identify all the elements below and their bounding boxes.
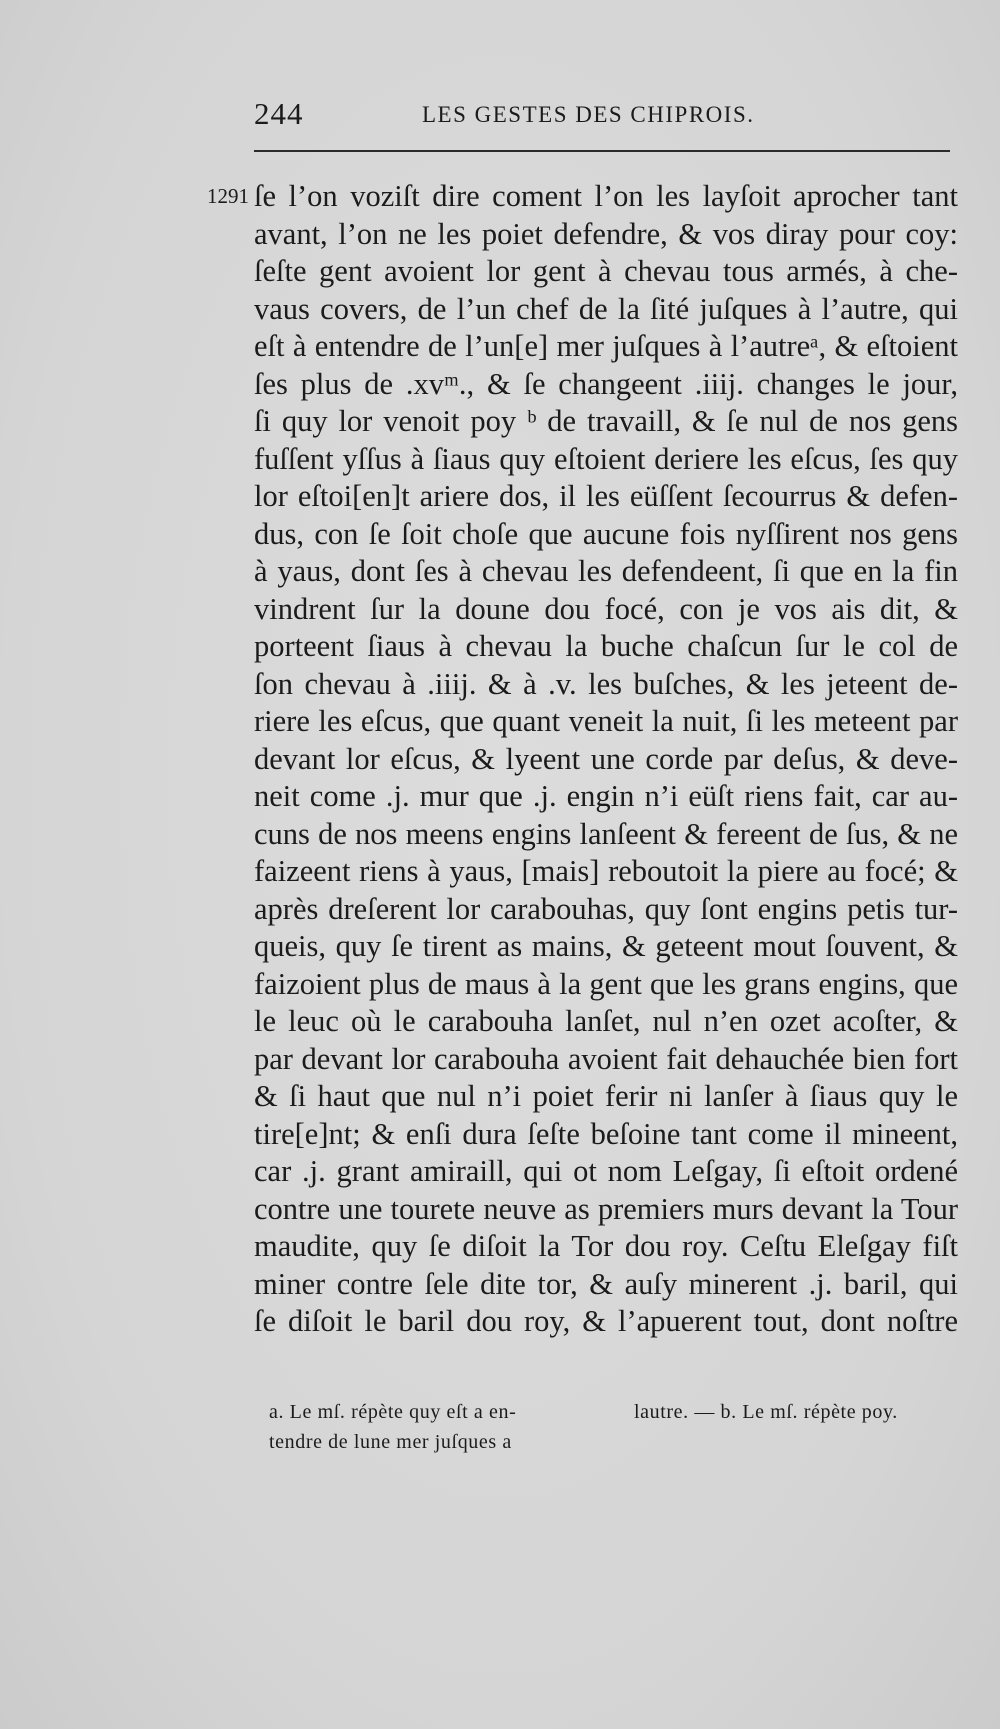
page-number: 244	[254, 96, 304, 131]
text-line: par devant lor carabouha avoient fait dehauchée bien fort	[254, 1041, 958, 1076]
text-line: ſon chevau à .iiij. & à .v. les buſches, & les jeteent de-	[254, 666, 958, 701]
text-line: avant, l’on ne les poiet defendre, & vos diray pour coy:	[254, 216, 958, 251]
text-line: faizeent riens à yaus, [mais] reboutoit la piere au focé; &	[254, 854, 958, 888]
running-title: LES GESTES DES CHIPROIS.	[422, 102, 755, 127]
footnote-line: tendre de lune mer juſques a	[269, 1431, 512, 1453]
text-line: contre une tourete neuve as premiers murs devant la Tour	[254, 1191, 958, 1226]
text-line: & ſi haut que nul n’i poiet ferir ni lanſer à ſiaus quy le	[254, 1079, 958, 1113]
footnote-line: lautre. — b. Le mſ. répète poy.	[634, 1401, 898, 1423]
text-line: ſe diſoit le baril dou roy, & l’apuerent tout, dont noſtre	[254, 1304, 958, 1338]
text-line: neit come .j. mur que .j. engin n’i eüſt riens fait, car au-	[254, 779, 958, 813]
footnote-b	[634, 1397, 954, 1427]
text-line: ſes plus de .xvᵐ., & ſe changeent .iiij. changes le jour,	[254, 366, 958, 401]
text-line: dus, con ſe ſoit choſe que aucune fois nyſſirent nos gens	[254, 516, 958, 551]
running-head	[254, 96, 950, 140]
text-line: porteent ſiaus à chevau la buche chaſcun ſur le col de	[254, 629, 958, 663]
text-line: vaus covers, de l’un chef de la ſité juſques à l’autre, qui	[254, 291, 958, 326]
text-line: fuſſent yſſus à ſiaus quy eſtoient deriere les eſcus, ſes quy	[254, 441, 958, 476]
main-text	[254, 178, 958, 1341]
text-line: ſe l’on voziſt dire coment l’on les layſoit aprocher tant	[254, 179, 958, 213]
text-line: miner contre ſele dite tor, & auſy minerent .j. baril, qui	[254, 1266, 958, 1301]
text-line: à yaus, dont ſes à chevau les defendeent, ſi que en la fin	[254, 554, 958, 588]
text-line: le leuc où le carabouha lanſet, nul n’en ozet acoſter, &	[254, 1004, 958, 1038]
text-line: car .j. grant amiraill, qui ot nom Leſgay, ſi eſtoit ordené	[254, 1154, 958, 1188]
header-rule	[254, 150, 950, 152]
text-line: queis, quy ſe tirent as mains, & geteent mout ſouvent, &	[254, 929, 958, 963]
margin-year: 1291	[207, 184, 249, 208]
text-line: devant lor eſcus, & lyeent une corde par deſus, & deve-	[254, 741, 958, 776]
text-line: maudite, quy ſe diſoit la Tor dou roy. Ceſtu Eleſgay fiſt	[254, 1229, 958, 1263]
text-line: vindrent ſur la doune dou focé, con je vos ais dit, &	[254, 591, 958, 626]
text-line: ſeſte gent avoient lor gent à chevau tous armés, à che-	[254, 254, 958, 288]
text-line: riere les eſcus, que quant veneit la nuit, ſi les meteent par	[254, 704, 958, 738]
text-line: cuns de nos meens engins lanſeent & fereent de ſus, & ne	[254, 816, 958, 851]
text-line: tire[e]nt; & enſi dura ſeſte beſoine tant come il mineent,	[254, 1116, 958, 1151]
text-line: eſt à entendre de l’un[e] mer juſques à l’autreᵃ, & eſtoient	[254, 329, 958, 363]
text-line: faizoient plus de maus à la gent que les grans engins, que	[254, 966, 958, 1001]
text-line: après dreſerent lor carabouhas, quy ſont engins petis tur-	[254, 891, 958, 926]
footnote-a	[269, 1397, 604, 1457]
footnote-line: a. Le mſ. répète quy eſt a en-	[269, 1401, 517, 1423]
text-line: ſi quy lor venoit poy ᵇ de travaill, & ſe nul de nos gens	[254, 404, 958, 438]
text-line: lor eſtoi[en]t ariere dos, il les eüſſent ſecourrus & defen-	[254, 479, 958, 513]
